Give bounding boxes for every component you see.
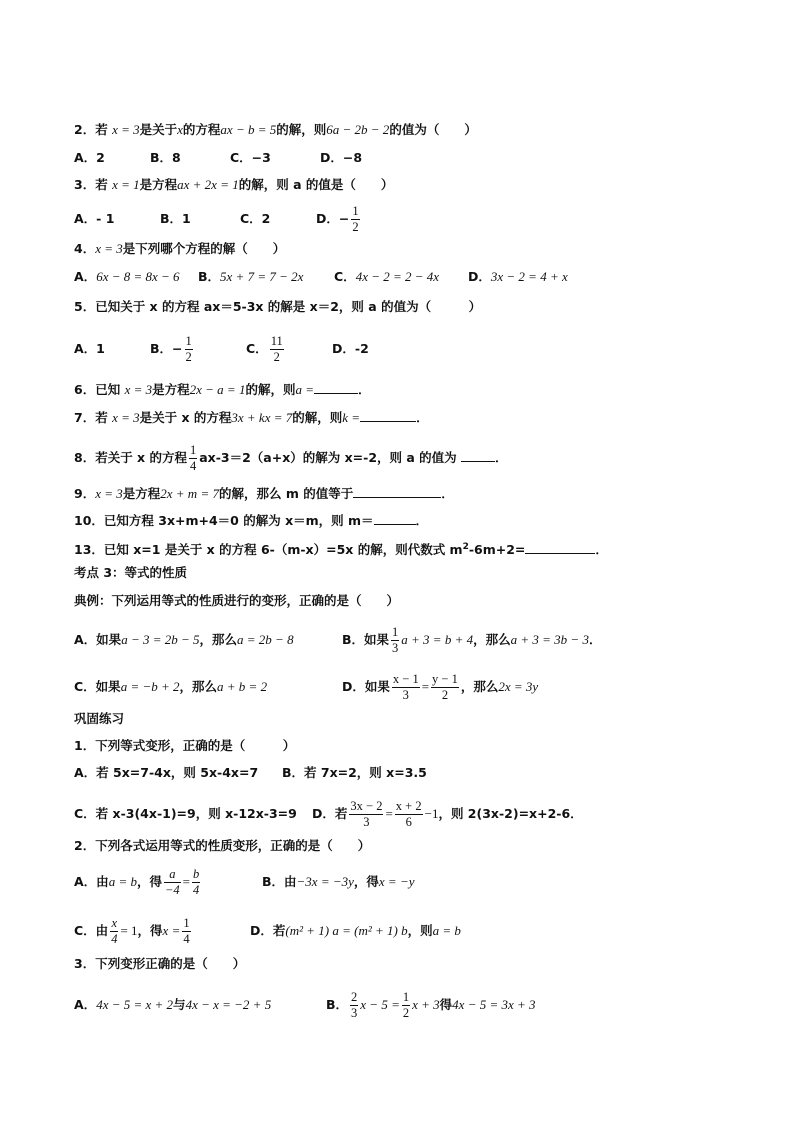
q9-text: 的解，那么 m 的值等于	[218, 486, 354, 501]
q13-text: 13．已知 x=1 是关于 x 的方程 6-（m-x）=5x 的解，则代数式 m	[74, 542, 463, 558]
q6-variable: a =	[295, 382, 314, 397]
fraction-numerator: x	[111, 916, 118, 930]
text: 得	[439, 997, 453, 1012]
p2-option-c	[74, 916, 250, 947]
fraction-denominator: 4	[189, 459, 197, 473]
fraction	[402, 990, 410, 1021]
practice-3: 3．下列变形正确的是（ ）	[74, 956, 246, 971]
question-3-options	[74, 204, 362, 235]
q5-option-c	[246, 334, 332, 365]
q2-text: 的解，则	[276, 122, 327, 137]
q6-condition: x = 3	[124, 382, 153, 397]
q4-prefix: 4．	[74, 241, 96, 256]
q7-answer-blank[interactable]	[360, 408, 416, 422]
p3-option-a-label: A．	[74, 997, 97, 1012]
fraction-numerator: x + 2	[395, 799, 422, 813]
fraction	[351, 204, 359, 235]
q13-answer-blank[interactable]	[525, 540, 595, 554]
q7-condition: x = 3	[112, 410, 140, 425]
fraction-numerator: 1	[392, 625, 399, 639]
q3-tail: 的解，则 a 的值是（ ）	[238, 177, 394, 192]
equation: a − 3 = 2b − 5	[121, 632, 200, 647]
q13-exponent: 2	[462, 542, 469, 552]
p2-option-a	[74, 867, 262, 898]
fraction	[349, 799, 383, 830]
fraction-numerator: 1	[402, 990, 410, 1004]
fraction	[185, 334, 193, 365]
practice-2-options-cd	[74, 916, 461, 947]
example-option-b-label: B．如果	[342, 632, 390, 647]
equation: −1	[424, 806, 439, 821]
equation: a + b = 2	[217, 679, 268, 694]
q7-tail: ．	[416, 410, 429, 425]
fraction-numerator: 1	[189, 443, 197, 457]
equation: −3x = −3y	[296, 874, 354, 889]
equals-sign: =	[385, 806, 393, 821]
fraction-numerator: 11	[270, 334, 283, 348]
fraction	[395, 799, 423, 830]
q10-text: 10．已知方程 3x+m+4＝0 的解为 x＝m，则 m＝	[74, 513, 374, 528]
q2-variable: x	[177, 122, 183, 137]
fraction-denominator: 2	[273, 350, 280, 364]
equation: a = 2b − 8	[237, 632, 294, 647]
practice-1-options-ab	[74, 764, 427, 782]
text: ，则 2(3x-2)=x+2-6．	[438, 806, 583, 821]
q10-answer-blank[interactable]	[374, 511, 416, 525]
q9-answer-blank[interactable]	[353, 484, 441, 498]
question-7	[74, 408, 429, 427]
p1-option-a: A．若 5x=7-4x，则 5x-4x=7	[74, 765, 259, 780]
fraction-numerator: x − 1	[392, 672, 419, 686]
text: 与	[173, 997, 186, 1012]
fraction-denominator: 4	[183, 932, 190, 946]
q4-option-d-label: D．	[468, 269, 491, 284]
q2-option-a: A．2	[74, 150, 105, 165]
fraction	[350, 990, 358, 1021]
fraction-numerator: 2	[351, 990, 358, 1004]
q2-expression: 6a − 2b − 2	[326, 122, 390, 137]
equation: 4x − x = −2 + 5	[185, 997, 272, 1012]
q5-text: 5．已知关于 x 的方程 ax＝5-3x 的解是 x＝2，则 a 的值为（ ）	[74, 299, 482, 314]
practice-title: 巩固练习	[74, 711, 125, 726]
fraction-denominator: −4	[164, 883, 180, 897]
p2-option-a-label: A．由	[74, 874, 109, 889]
q6-tail: ．	[358, 382, 371, 397]
p2-option-b	[262, 873, 415, 891]
q8-text: ax-3＝2（a+x）的解为 x=-2，则 a 的值为	[199, 450, 457, 465]
question-2	[74, 121, 477, 139]
q3-prefix: 3．若	[74, 177, 113, 192]
section-title: 考点 3：等式的性质	[74, 565, 188, 580]
q5-option-d: D．-2	[332, 341, 369, 356]
q2-equation: ax − b = 5	[220, 122, 277, 137]
equation: a + 3 = b + 4	[401, 632, 474, 647]
q8-tail: ．	[495, 450, 508, 465]
fraction-denominator: 3	[363, 815, 370, 829]
example-text: 下列运用等式的性质进行的变形，正确的是（ ）	[111, 593, 400, 608]
example-options-cd	[74, 672, 538, 703]
p1-option-d-label: D．若	[312, 806, 348, 821]
p2-option-c-label: C．由	[74, 923, 109, 938]
question-13	[74, 538, 608, 559]
equation: 4x − 5 = x + 2	[96, 997, 174, 1012]
equation: 2x = 3y	[498, 679, 539, 694]
q2-prefix: 2．若	[74, 122, 113, 137]
fraction	[192, 867, 200, 898]
q2-text: 的方程	[182, 122, 221, 137]
q2-condition: x = 3	[112, 122, 140, 137]
q3-text: 是方程	[139, 177, 178, 192]
equation: a = b	[432, 923, 461, 938]
fraction-numerator: 1	[183, 916, 190, 930]
question-5-options	[74, 334, 369, 365]
p3-option-b	[326, 990, 536, 1021]
example-option-d	[342, 672, 538, 703]
q2-tail: 的值为（ ）	[389, 122, 477, 137]
fraction-numerator: a	[164, 867, 181, 883]
q9-text: 是方程	[122, 486, 161, 501]
question-10	[74, 511, 428, 530]
fraction-denominator: 3	[351, 1006, 358, 1020]
fraction	[391, 625, 399, 656]
question-4	[74, 240, 285, 258]
practice-3-options-ab	[74, 990, 536, 1021]
q6-text: 的解，则	[245, 382, 296, 397]
q7-text: 的解，则	[292, 410, 343, 425]
fraction-denominator: 3	[392, 641, 399, 655]
example-option-b	[342, 625, 601, 656]
text: ，得	[353, 874, 379, 889]
text: ，那么	[199, 632, 238, 647]
q5-option-b-label: B．−	[150, 341, 183, 356]
q4-option-c	[334, 268, 468, 286]
q4-option-d	[468, 268, 568, 286]
practice-1: 1．下列等式变形，正确的是（ ）	[74, 738, 296, 753]
equation: x =	[162, 923, 181, 938]
equation: x = −y	[378, 874, 415, 889]
text: ．	[588, 632, 602, 647]
q3-option-c: C．2	[240, 211, 271, 226]
fraction	[110, 916, 118, 947]
fraction-numerator: y − 1	[432, 672, 458, 686]
equation: (m² + 1) a = (m² + 1) b	[285, 923, 408, 938]
fraction-denominator: 6	[405, 815, 412, 829]
q5-option-b	[150, 334, 246, 365]
p1-option-c: C．若 x-3(4x-1)=9，则 x-12x-3=9	[74, 806, 297, 821]
equation: a = b	[108, 874, 137, 889]
fraction	[189, 443, 197, 474]
fraction-denominator: 4	[193, 883, 200, 897]
q4-option-b-label: B．	[198, 269, 221, 284]
practice-1-options-cd	[74, 799, 583, 830]
q10-tail: ．	[415, 513, 429, 528]
q3-condition: x = 1	[112, 177, 140, 192]
equals-sign: =	[182, 874, 191, 889]
question-5	[74, 298, 481, 316]
q3-option-b: B．1	[160, 211, 191, 226]
q4-option-d-equation: 3x − 2 = 4 + x	[490, 269, 568, 284]
q13-text: -6m+2=	[468, 542, 526, 558]
equation: x − 5 =	[360, 997, 400, 1012]
text: ，得	[137, 923, 163, 938]
example-options-ab	[74, 625, 601, 656]
question-3	[74, 176, 393, 194]
q6-answer-blank[interactable]	[314, 380, 358, 394]
fraction-numerator: 1	[185, 334, 192, 348]
fraction-denominator: 2	[402, 1006, 410, 1020]
fraction-denominator: 3	[402, 688, 409, 702]
q6-prefix: 6．已知	[74, 382, 125, 397]
example-option-a-label: A．如果	[74, 632, 122, 647]
equation: = 1	[120, 923, 138, 938]
fraction-denominator: 2	[441, 688, 449, 702]
q7-text: 是关于 x 的方程	[139, 410, 232, 425]
example-option-a	[74, 631, 342, 649]
fraction-denominator: 2	[352, 220, 359, 234]
q6-text: 是方程	[152, 382, 190, 397]
q4-option-a-equation: 6x − 8 = 8x − 6	[96, 269, 180, 284]
q8-prefix: 8．若关于 x 的方程	[74, 450, 187, 465]
p1-option-b: B．若 7x=2，则 x=3.5	[282, 765, 427, 780]
q4-option-a-label: A．	[74, 269, 97, 284]
practice-2: 2．下列各式运用等式的性质变形，正确的是（ ）	[74, 838, 371, 853]
q9-condition: x = 3	[95, 486, 123, 501]
fraction-numerator: 1	[352, 204, 359, 218]
q9-tail: ．	[441, 486, 454, 501]
example	[74, 592, 399, 610]
q2-option-d: D．−8	[320, 150, 363, 165]
fraction-denominator: 4	[111, 932, 118, 946]
p3-option-a	[74, 996, 326, 1014]
fraction	[270, 334, 284, 365]
q9-prefix: 9．	[74, 486, 96, 501]
equation: a = −b + 2	[120, 679, 180, 694]
text: ，得	[136, 874, 162, 889]
q4-option-b	[198, 268, 334, 286]
practice-2-options-ab	[74, 867, 415, 898]
q4-option-c-equation: 4x − 2 = 2 − 4x	[355, 269, 440, 284]
q4-condition: x = 3	[95, 241, 123, 256]
question-8	[74, 443, 508, 474]
fraction	[431, 672, 459, 703]
fraction	[392, 672, 420, 703]
q3-option-a: A．- 1	[74, 211, 115, 226]
p2-option-b-label: B．由	[262, 874, 297, 889]
text: ，则	[407, 923, 433, 938]
question-9	[74, 484, 454, 503]
q5-option-a: A．1	[74, 341, 105, 356]
q4-option-a	[74, 268, 198, 286]
q7-variable: k =	[342, 410, 361, 425]
fraction-numerator: b	[193, 867, 200, 881]
p2-option-d	[250, 922, 461, 940]
fraction-denominator: 2	[185, 350, 192, 364]
q4-tail: 是下列哪个方程的解（ ）	[122, 241, 286, 256]
q4-option-b-equation: 5x + 7 = 7 − 2x	[220, 269, 304, 284]
text: ，那么	[179, 679, 218, 694]
question-4-options	[74, 268, 568, 286]
example-option-c	[74, 678, 342, 696]
equation: a + 3 = 3b − 3	[510, 632, 589, 647]
equation: x + 3	[412, 997, 440, 1012]
p3-option-b-label: B．	[326, 997, 349, 1012]
p2-option-d-label: D．若	[250, 923, 286, 938]
p1-option-d	[312, 799, 583, 830]
fraction	[182, 916, 190, 947]
fraction-numerator: 3x − 2	[350, 799, 383, 813]
q9-equation: 2x + m = 7	[160, 486, 219, 501]
q3-option-d-label: D．−	[316, 211, 350, 226]
question-6	[74, 380, 371, 399]
q2-option-c: C．−3	[230, 150, 271, 165]
q5-option-c-label: C．	[246, 341, 268, 356]
fraction	[164, 867, 181, 898]
equation: 4x − 5 = 3x + 3	[452, 997, 536, 1012]
q3-equation: ax + 2x = 1	[177, 177, 239, 192]
q2-text: 是关于	[139, 122, 178, 137]
text: ，那么	[473, 632, 511, 647]
q4-option-c-label: C．	[334, 269, 356, 284]
text: ，那么	[460, 679, 499, 694]
example-option-c-label: C．如果	[74, 679, 121, 694]
q13-tail: ．	[595, 542, 608, 558]
example-label: 典例：	[74, 593, 112, 608]
equals-sign: =	[421, 679, 430, 694]
q7-prefix: 7．若	[74, 410, 113, 425]
example-option-d-label: D．如果	[342, 679, 390, 694]
q7-equation: 3x + kx = 7	[231, 410, 293, 425]
q3-option-d	[316, 204, 362, 235]
q6-equation: 2x − a = 1	[189, 382, 246, 397]
q2-option-b: B．8	[150, 150, 181, 165]
q8-answer-blank[interactable]	[461, 448, 495, 462]
question-2-options	[74, 149, 362, 167]
